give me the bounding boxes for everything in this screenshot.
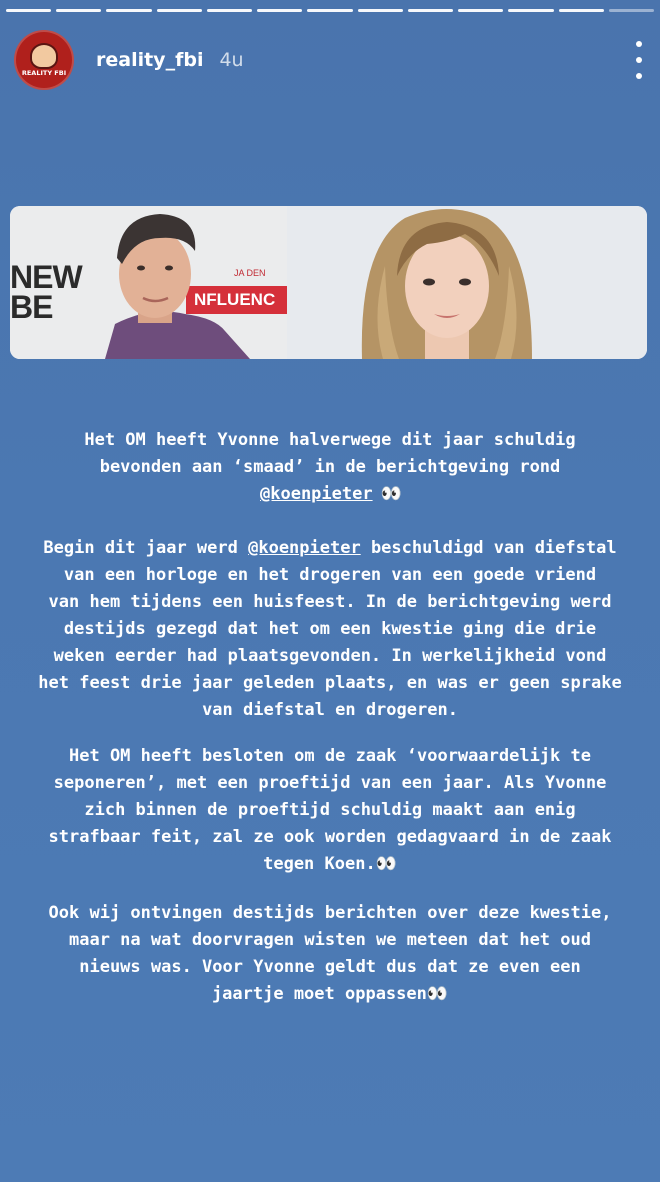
progress-segment: [358, 9, 403, 12]
username[interactable]: reality_fbi: [96, 49, 204, 71]
mention-link[interactable]: @koenpieter: [248, 538, 361, 558]
progress-segment: [609, 9, 654, 12]
progress-segment: [559, 9, 604, 12]
progress-segment: [307, 9, 352, 12]
backdrop-text: NEW BE: [10, 259, 82, 325]
text-line: van een horloge en het drogeren van een goede vriend: [63, 565, 597, 585]
text-line: het feest drie jaar geleden plaats, en was er geen sprake: [38, 673, 622, 693]
woman-portrait: [287, 206, 647, 359]
avatar[interactable]: [14, 30, 74, 90]
text-line: tegen Koen.👀: [263, 854, 397, 874]
progress-segment: [207, 9, 252, 12]
photo-left-man: [10, 206, 287, 359]
backdrop-banner: NFLUENC: [186, 286, 287, 314]
paragraph-3: [20, 743, 640, 878]
text-line: bevonden aan ‘smaad’ in de berichtgeving rond: [99, 457, 561, 477]
progress-segment: [157, 9, 202, 12]
man-portrait: [10, 206, 287, 359]
paragraph-4: [20, 900, 640, 1008]
post-time: 4u: [219, 49, 244, 71]
text-line: van diefstal en drogeren.: [202, 700, 458, 720]
more-vertical-icon[interactable]: [632, 41, 646, 79]
mascot-icon: [30, 43, 58, 69]
progress-segment: [106, 9, 151, 12]
story-photo: [10, 206, 647, 359]
backdrop-banner-small: JA DEN: [234, 268, 266, 278]
progress-segment: [508, 9, 553, 12]
story-header: [14, 30, 646, 90]
text-line: Het OM heeft Yvonne halverwege dit jaar schuldig: [84, 430, 576, 450]
text-line: seponeren’, met een proeftijd van een jaar. Als Yvonne: [53, 773, 607, 793]
text-line: destijds gezegd dat het om een kwestie ging die drie: [63, 619, 597, 639]
text-line: weken eerder had plaatsgevonden. In werkelijkheid vond: [53, 646, 607, 666]
photo-right-woman: [287, 206, 647, 359]
text-line: van hem tijdens een huisfeest. In de berichtgeving werd: [48, 592, 612, 612]
story-progress-bar: [6, 9, 654, 12]
progress-segment: [458, 9, 503, 12]
text-line: jaartje moet oppassen👀: [211, 984, 449, 1004]
text-line: zich binnen de proeftijd schuldig maakt aan enig: [84, 800, 576, 820]
progress-segment: [56, 9, 101, 12]
paragraph-1: [20, 427, 640, 508]
mention-link[interactable]: @koenpieter: [260, 484, 373, 504]
text-line: [20, 481, 640, 508]
avatar-logo-text: REALITY FBI: [21, 69, 67, 77]
text-line: Ook wij ontvingen destijds berichten over deze kwestie,: [48, 903, 612, 923]
paragraph-2: [20, 535, 640, 724]
progress-segment: [6, 9, 51, 12]
progress-segment: [257, 9, 302, 12]
eyes-emoji: 👀: [372, 484, 400, 504]
text-line: strafbaar feit, zal ze ook worden gedagvaard in de zaak: [48, 827, 612, 847]
text-line: Begin dit jaar werd @koenpieter beschuldigd van diefstal: [43, 538, 617, 558]
text-line: nieuws was. Voor Yvonne geldt dus dat ze even een: [79, 957, 581, 977]
text-line: maar na wat doorvragen wisten we meteen dat het oud: [69, 930, 591, 950]
progress-segment: [408, 9, 453, 12]
text-line: Het OM heeft besloten om de zaak ‘voorwaardelijk te: [69, 746, 591, 766]
